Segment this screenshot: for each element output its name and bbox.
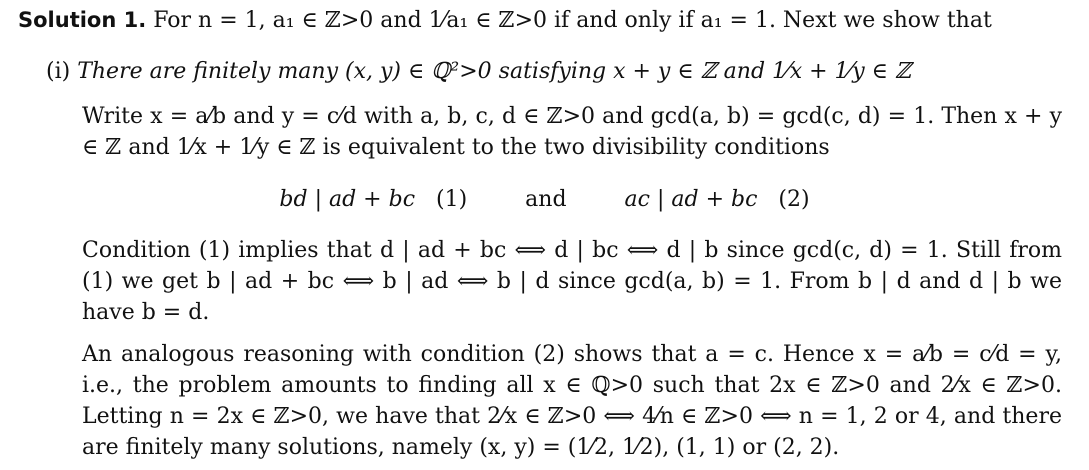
paragraph-condition-analysis: Condition (1) implies that d | ad + bc ⟺ d | bc ⟺ d | b since gcd(c, d) = 1. Still from (1) we get b | ad + bc ⟺ b | ad ⟺ b | d since gcd(a, b) = 1. From b | d and d | b we have b = d. [82, 238, 1062, 325]
condition-2: ac | ad + bc [624, 187, 758, 212]
claim-text: There are finitely many (x, y) ∈ ℚ²>0 satisfying x + y ∈ ℤ and 1⁄x + 1⁄y ∈ ℤ [77, 59, 911, 84]
divisibility-conditions [0, 184, 1089, 215]
paragraph-setup: Write x = a⁄b and y = c⁄d with a, b, c, d ∈ ℤ>0 and gcd(a, b) = gcd(c, d) = 1. Then x + y ∈ ℤ and 1⁄x + 1⁄y ∈ ℤ is equivalent to the two divisibility conditions [82, 104, 1062, 160]
solution-header-line [18, 5, 992, 36]
solution-intro: For n = 1, a₁ ∈ ℤ>0 and 1⁄a₁ ∈ ℤ>0 if and only if a₁ = 1. Next we show that [153, 8, 992, 33]
conditions-and: and [525, 187, 567, 212]
paragraph-conclusion: An analogous reasoning with condition (2) shows that a = c. Hence x = a⁄b = c⁄d = y, i.e., the problem amounts to finding all x ∈ ℚ>0 such that 2x ∈ ℤ>0 and 2⁄x ∈ ℤ>0. Letting n = 2x ∈ ℤ>0, we have that 2⁄x ∈ ℤ>0 ⟺ 4⁄n ∈ ℤ>0 ⟺ n = 1, 2 or 4, and there are finitely many solutions, namely (x, y) = (1⁄2, 1⁄2), (1, 1) or (2, 2). [82, 342, 1062, 460]
condition-1: bd | ad + bc [279, 187, 416, 212]
claim-marker: (i) [46, 59, 71, 84]
solution-label: Solution 1. [18, 8, 147, 32]
condition-2-tag: (2) [778, 187, 810, 212]
condition-1-tag: (1) [436, 187, 468, 212]
claim-line [46, 56, 911, 87]
